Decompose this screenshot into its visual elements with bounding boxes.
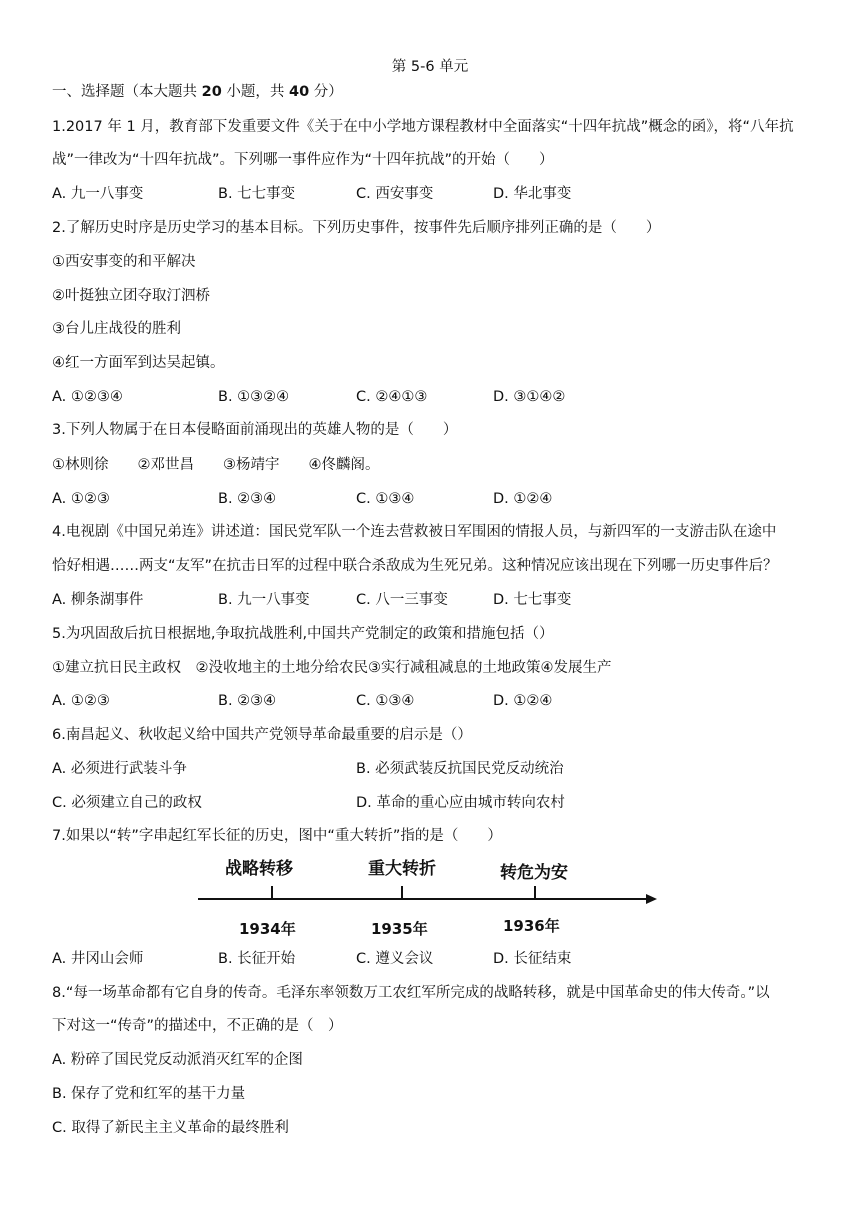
timeline-year-1935: 1935年 <box>371 920 428 938</box>
q3-option-c[interactable]: C. ①③④ <box>356 491 415 507</box>
q3-option-a[interactable]: A. ①②③ <box>52 491 110 507</box>
question-8-stem: 8.“每一场革命都有它自身的传奇。毛泽东率领数万工农红军所完成的战略转移，就是中国革命史的伟大传奇。”以 <box>52 985 770 1001</box>
section-heading: 一、选择题（本大题共 20 小题，共 40 分） <box>52 84 343 100</box>
q7-option-d[interactable]: D. 长征结束 <box>493 951 572 967</box>
q7-option-b[interactable]: B. 长征开始 <box>218 951 296 967</box>
q6-option-b[interactable]: B. 必须武装反抗国民党反动统治 <box>356 761 564 777</box>
q1-option-a[interactable]: A. 九一八事变 <box>52 186 144 202</box>
timeline-year-1934: 1934年 <box>239 920 296 938</box>
q3-items: ①林则徐 ②邓世昌 ③杨靖宇 ④佟麟阁。 <box>52 457 380 473</box>
question-4-stem: 4.电视剧《中国兄弟连》讲述道：国民党军队一个连去营救被日军围困的情报人员，与新四军的一支游击队在途中 <box>52 524 777 540</box>
question-5-stem: 5.为巩固敌后抗日根据地,争取抗战胜利,中国共产党制定的政策和措施包括（） <box>52 626 554 642</box>
question-1-stem: 1.2017 年 1 月，教育部下发重要文件《关于在中小学地方课程教材中全面落实“十四年抗战”概念的函》，将“八年抗 <box>52 119 794 135</box>
timeline-year-1936: 1936年 <box>503 917 560 935</box>
q2-option-c[interactable]: C. ②④①③ <box>356 389 428 405</box>
q8-option-a[interactable]: A. 粉碎了国民党反动派消灭红军的企图 <box>52 1052 303 1068</box>
q2-item-1: ①西安事变的和平解决 <box>52 254 196 270</box>
q2-item-3: ③台儿庄战役的胜利 <box>52 321 181 337</box>
q4-option-b[interactable]: B. 九一八事变 <box>218 592 310 608</box>
timeline-arrow <box>646 894 657 904</box>
long-march-timeline <box>195 852 665 942</box>
q8-option-c[interactable]: C. 取得了新民主主义革命的最终胜利 <box>52 1120 289 1136</box>
question-1-stem-cont: 战”一律改为“十四年抗战”。下列哪一事件应作为“十四年抗战”的开始（ ） <box>52 152 554 168</box>
timeline-label-turn-safe: 转危为安 <box>500 863 568 883</box>
q3-option-d[interactable]: D. ①②④ <box>493 491 553 507</box>
question-4-stem-cont: 恰好相遇……两支“友军”在抗击日军的过程中联合杀敌成为生死兄弟。这种情况应该出现在下列哪一历史事件后？ <box>52 558 778 574</box>
question-2-stem: 2.了解历史时序是历史学习的基本目标。下列历史事件，按事件先后顺序排列正确的是（ ） <box>52 220 661 236</box>
q8-option-b[interactable]: B. 保存了党和红军的基干力量 <box>52 1086 246 1102</box>
q7-option-c[interactable]: C. 遵义会议 <box>356 951 434 967</box>
question-3-stem: 3.下列人物属于在日本侵略面前涌现出的英雄人物的是（ ） <box>52 422 458 438</box>
q5-items: ①建立抗日民主政权 ②没收地主的土地分给农民③实行减租减息的土地政策④发展生产 <box>52 660 612 676</box>
q4-option-c[interactable]: C. 八一三事变 <box>356 592 448 608</box>
q5-option-a[interactable]: A. ①②③ <box>52 693 110 709</box>
q6-option-d[interactable]: D. 革命的重心应由城市转向农村 <box>356 795 565 811</box>
page-title: 第 5-6 单元 <box>391 59 469 75</box>
q5-option-d[interactable]: D. ①②④ <box>493 693 553 709</box>
q2-item-2: ②叶挺独立团夺取汀泗桥 <box>52 288 210 304</box>
q2-option-a[interactable]: A. ①②③④ <box>52 389 123 405</box>
question-8-stem-cont: 下对这一“传奇”的描述中，不正确的是（ ） <box>52 1018 343 1034</box>
q3-option-b[interactable]: B. ②③④ <box>218 491 277 507</box>
timeline-label-strategic-shift: 战略转移 <box>225 859 293 879</box>
q5-option-b[interactable]: B. ②③④ <box>218 693 277 709</box>
q1-option-c[interactable]: C. 西安事变 <box>356 186 434 202</box>
question-6-stem: 6.南昌起义、秋收起义给中国共产党领导革命最重要的启示是（） <box>52 727 472 743</box>
q2-option-d[interactable]: D. ③①④② <box>493 389 566 405</box>
q6-option-a[interactable]: A. 必须进行武装斗争 <box>52 761 187 777</box>
q1-option-b[interactable]: B. 七七事变 <box>218 186 296 202</box>
q2-item-4: ④红一方面军到达吴起镇。 <box>52 355 225 371</box>
q4-option-a[interactable]: A. 柳条湖事件 <box>52 592 144 608</box>
q6-option-c[interactable]: C. 必须建立自己的政权 <box>52 795 202 811</box>
q5-option-c[interactable]: C. ①③④ <box>356 693 415 709</box>
question-7-stem: 7.如果以“转”字串起红军长征的历史，图中“重大转折”指的是（ ） <box>52 828 502 844</box>
q7-option-a[interactable]: A. 井冈山会师 <box>52 951 144 967</box>
q1-option-d[interactable]: D. 华北事变 <box>493 186 572 202</box>
q2-option-b[interactable]: B. ①③②④ <box>218 389 290 405</box>
timeline-label-major-turn: 重大转折 <box>368 859 436 879</box>
q4-option-d[interactable]: D. 七七事变 <box>493 592 572 608</box>
